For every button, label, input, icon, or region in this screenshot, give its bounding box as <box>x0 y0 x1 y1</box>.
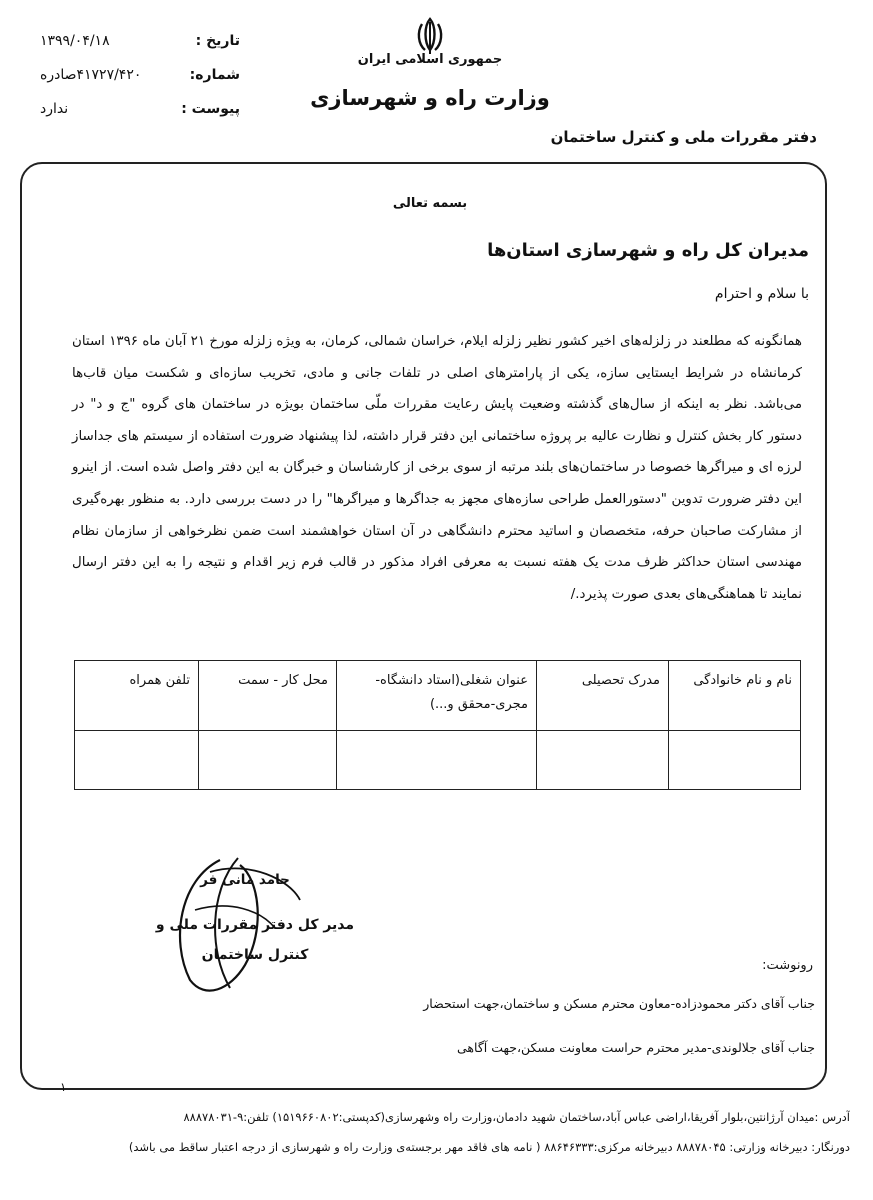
date-row <box>40 24 240 58</box>
cc-item: جناب آقای دکتر محمودزاده-معاون محترم مسکن و ساختمان،جهت استحضار <box>423 996 815 1011</box>
header-job-title: عنوان شغلی(استاد دانشگاه-مجری-محقق و...) <box>337 661 537 731</box>
table-cell <box>199 731 337 790</box>
country-name: جمهوری اسلامی ایران <box>357 52 503 67</box>
addressee: مدیران کل راه و شهرسازی استان‌ها <box>487 240 809 261</box>
header-education: مدرک تحصیلی <box>537 661 669 731</box>
letter-body: همانگونه که مطلعند در زلزله‌های اخیر کشور نظیر زلزله ایلام، خراسان شمالی، کرمان، به ویژه زلزله مورخ ۲۱ آبان ماه ۱۳۹۶ استان کرمانشاه در شرایط ایستایی سازه، یکی از پارامترهای اصلی در تلفات جانی و مادی، تخریب سازه‌ای و شکست میان قاب‌ها می‌باشد. نظر به اینکه از سال‌های گذشته وضعیت پایش رعایت مقررات ملّی ساختمان بویژه در ساختمان های گروه "ج و د" در دستور کار بخش کنترل و نظارت عالیه بر پروژه ساختمانی این دفتر قرار داشته، لذا پیشنهاد ضرورت استفاده از سیستم های جداساز لرزه ای و میراگرها خصوصا در ساختمان‌های بلند مرتبه از سوی برخی از کارشناسان و خبرگان به این دفتر واصل شده است. از اینرو این دفتر ضرورت تدوین "دستورالعمل طراحی سازه‌های مجهز به جداگرها و میراگرها" را در دست بررسی دارد. به منظور بهره‌گیری از مشارکت صاحبان حرفه، متخصصان و اساتید محترم دانشگاهی در آن استان خواهشمند است ضمن نظرخواهی از سازمان نظام مهندسی استان حداکثر ظرف مدت یک هفته نسبت به معرفی افراد مذکور در قالب فرم زیر اقدام و نتیجه را به این دفتر ارسال نمایند تا هماهنگی‌های بعدی صورت پذیرد./ <box>72 334 802 602</box>
number-row <box>40 58 240 92</box>
table-cell <box>337 731 537 790</box>
header-workplace: محل کار - سمت <box>199 661 337 731</box>
table-cell <box>669 731 801 790</box>
page-number: ۱ <box>60 1080 67 1094</box>
attachment-label: پیوست : <box>181 101 240 117</box>
attachment-value: ندارد <box>40 101 69 117</box>
date-value: ۱۳۹۹/۰۴/۱۸ <box>40 33 110 49</box>
table-cell <box>75 731 199 790</box>
attachment-row <box>40 92 240 126</box>
iran-emblem-icon <box>414 16 446 56</box>
cc-item: جناب آقای جلالوندی-مدیر محترم حراست معاونت مسکن،جهت آگاهی <box>457 1040 815 1055</box>
header-mobile: تلفن همراه <box>75 661 199 731</box>
table-header-row <box>75 661 801 731</box>
table-cell <box>537 731 669 790</box>
office-name: دفتر مقررات ملی و کنترل ساختمان <box>550 128 817 146</box>
header-full-name: نام و نام خانوادگی <box>669 661 801 731</box>
footer-contact: دورنگار: دبیرخانه وزارتی: ۸۸۸۷۸۰۴۵ دبیرخانه مرکزی:۸۸۶۴۶۳۳۳ ( نامه های فاقد مهر برجسته‌ی وزارت راه و شهرسازی از درجه اعتبار ساقط می باشد) <box>128 1140 850 1154</box>
invocation: بسمه تعالی <box>392 196 468 211</box>
date-label: تاریخ : <box>195 33 240 49</box>
signer-title: مدیر کل دفتر مقررات ملی و کنترل ساختمان <box>155 917 355 963</box>
footer-address: آدرس :میدان آرژانتین،بلوار آفریقا،اراضی عباس آباد،ساختمان شهید دادمان،وزارت راه وشهرسازی(کدپستی:۱۵۱۹۶۶۰۸۰۲) تلفن:۹-۸۸۸۷۸۰۳۱ <box>183 1110 850 1124</box>
number-value: ۴۱۷۲۷/۴۲۰صادره <box>40 67 142 83</box>
cc-label: رونوشت: <box>762 958 813 973</box>
signer-name: حامد مانی فر <box>200 872 290 888</box>
ministry-name: وزارت راه و شهرسازی <box>310 86 550 110</box>
number-label: شماره: <box>189 67 240 83</box>
table-row <box>75 731 801 790</box>
greeting: با سلام و احترام <box>714 286 809 302</box>
letter-meta <box>40 24 240 126</box>
nominee-form-table <box>74 660 801 790</box>
